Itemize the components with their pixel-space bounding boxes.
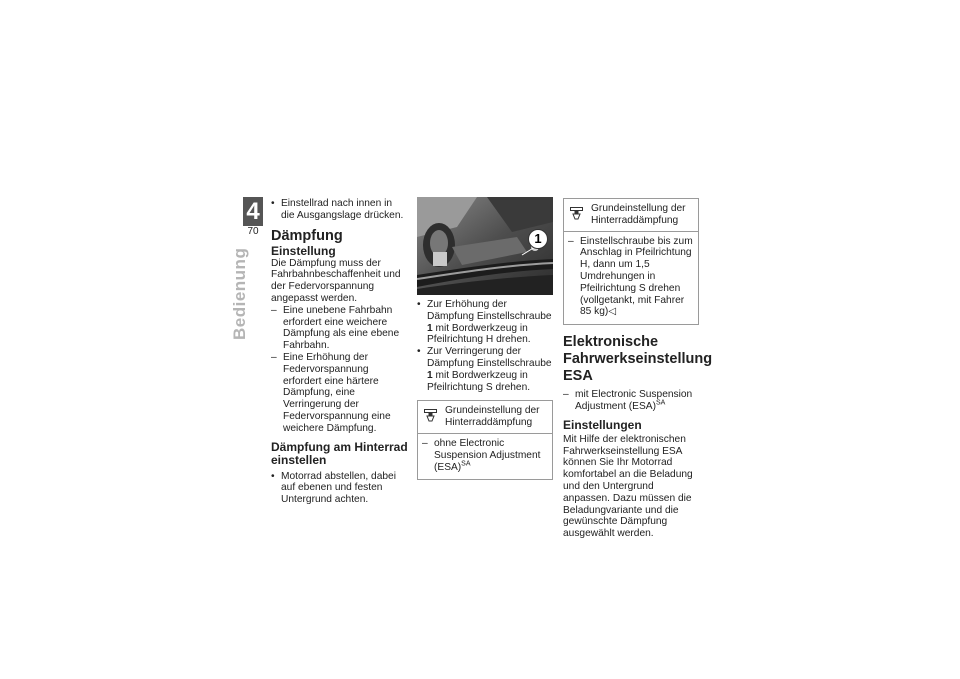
heading-hinterrad: Dämpfung am Hinterrad einstellen	[271, 439, 408, 467]
dash-item: – ohne Electronic Suspension Adjustment (ESA)$^{SA}$	[422, 438, 548, 473]
bullet-item: • Motorrad abstellen, dabei auf ebenen und festen Untergrund achten.	[271, 471, 408, 506]
heading-daempfung: Dämpfung	[271, 227, 343, 244]
paragraph: Mit Hilfe der elektronischen Fahrwerkseinstellung ESA können Sie Ihr Motorrad komfortabel an die Beladung und den Untergrund anpassen. Dazu müssen die Beladungvariante und die gewünschte Dämpfung ausgewählt werden.	[563, 433, 693, 540]
dash-item: – Eine Erhöhung der Federvorspannung erfordert eine härtere Dämpfung, eine Verringerung der Federvorspannung eine weichere Dämpfung.	[271, 352, 408, 435]
column-2	[417, 197, 553, 480]
setting-box	[563, 198, 699, 325]
setting-box-body	[564, 231, 698, 325]
dash-item: – Eine unebene Fahrbahn erfordert eine weichere Dämpfung als eine ebene Fahrbahn.	[271, 305, 408, 352]
setting-box-header	[418, 401, 552, 433]
heading-einstellung: Einstellung	[271, 243, 336, 258]
chapter-number-tab: 4	[243, 197, 263, 226]
column-1	[271, 198, 408, 506]
dash-list	[563, 389, 699, 413]
bullet-item: • Einstellrad nach innen in die Ausgangslage drücken.	[271, 198, 408, 222]
dash-item: – Einstellschraube bis zum Anschlag in Pfeilrichtung H, dann um 1,5 Umdrehungen in Pfeilrichtung S drehen (vollgetankt, mit Fahrer 85 kg)◁	[568, 236, 694, 319]
bullet-list	[271, 471, 408, 506]
chapter-side-title: Bedienung	[230, 247, 249, 340]
bullet-item: • Zur Erhöhung der Dämpfung Einstellschraube 1 mit Bordwerkzeug in Pfeilrichtung H drehen.	[417, 299, 553, 346]
setting-box-body	[418, 433, 552, 479]
callout-1: 1	[528, 229, 548, 249]
setting-box-title: Grundeinstellung der Hinterraddämpfung	[445, 405, 540, 429]
heading-esa: Elektronische Fahrwerkseinstellung ESA	[563, 334, 713, 385]
dash-list	[568, 236, 694, 319]
heading-einstellungen: Einstellungen	[563, 417, 642, 432]
paragraph: Die Dämpfung muss der Fahrbahnbeschaffenheit und der Federvorspannung angepasst werden.	[271, 257, 401, 304]
dash-list	[271, 305, 408, 435]
tool-icon	[570, 207, 583, 220]
setting-box	[417, 400, 553, 480]
bullet-list	[417, 299, 553, 393]
end-marker-icon: ◁	[608, 306, 617, 318]
dash-item: – mit Electronic Suspension Adjustment (ESA)$^{SA}$	[563, 389, 699, 413]
bullet-item: • Zur Verringerung der Dämpfung Einstellschraube 1 mit Bordwerkzeug in Pfeilrichtung S drehen.	[417, 346, 553, 393]
bullet-list	[271, 198, 408, 222]
dash-list	[422, 438, 548, 473]
tool-icon	[424, 409, 437, 422]
setting-box-title: Grundeinstellung der Hinterraddämpfung	[591, 203, 686, 226]
setting-box-header	[564, 199, 698, 231]
suspension-photo	[417, 197, 553, 295]
column-3	[563, 198, 713, 540]
page-number: 70	[247, 226, 259, 237]
